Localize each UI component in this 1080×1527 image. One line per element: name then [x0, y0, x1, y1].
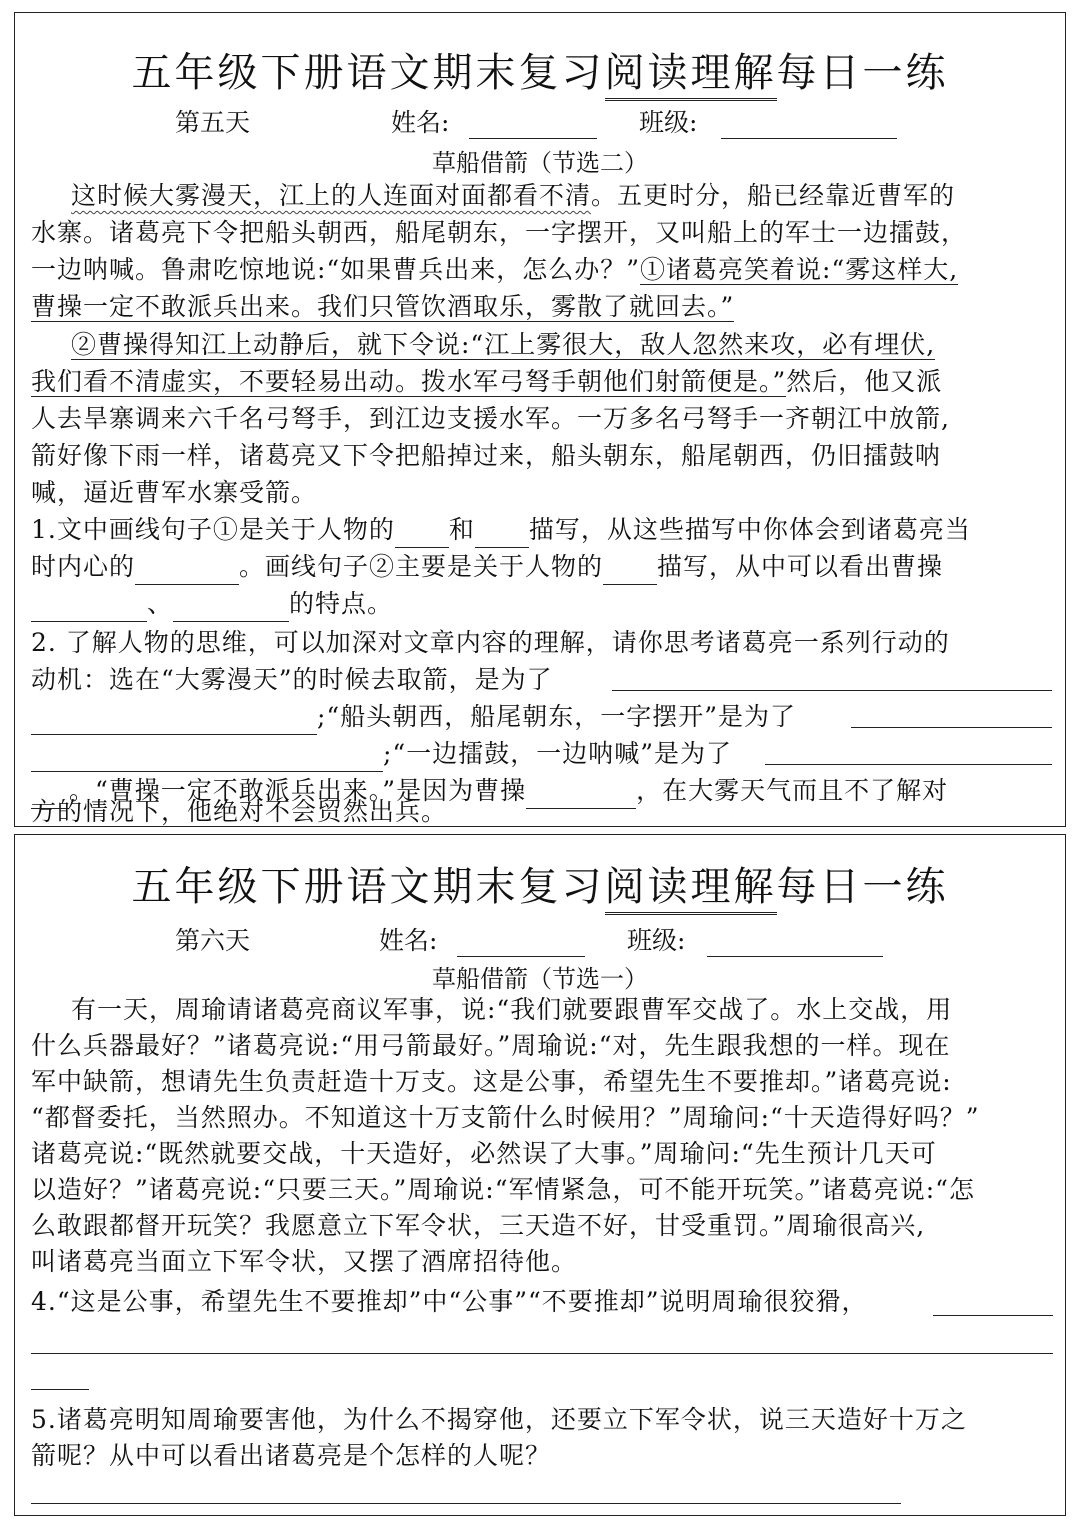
answer-line[interactable] — [612, 690, 1052, 691]
name-label: 姓名: — [379, 926, 438, 955]
passage-line: 有一天，周瑜请诸葛亮商议军事，说:“我们就要跟曹军交战了。水上交战，用 — [71, 995, 953, 1024]
worksheet-title: 五年级下册语文期末复习阅读理解每日一练 — [15, 855, 1065, 912]
passage-line: 这时候大雾漫天，江上的人连面对面都看不清。五更时分，船已经靠近曹军的 — [71, 181, 956, 210]
passage-line: 喊，逼近曹军水寨受箭。 — [31, 478, 318, 507]
class-field[interactable] — [627, 921, 883, 957]
wavy-underlined-sentence: 这时候大雾漫天，江上的人连面对面都看不清 — [71, 181, 592, 210]
question-1: 时内心的 。画线句子②主要是关于人物的 描写，从中可以看出曹操 — [31, 548, 1051, 585]
question-2: 。“曹操一定不敢派兵出来。”是因为曹操 ，在大雾天气而且不了解对 — [31, 772, 1051, 809]
passage-line: “都督委托，当然照办。不知道这十万支箭什么时候用？”周瑜问:“十天造得好吗？” — [31, 1103, 980, 1132]
underlined-sentence-2: 我们看不清虚实，不要轻易出动。拨水军弓弩手朝他们射箭便是。” — [31, 367, 787, 396]
question-2: 2. 了解人物的思维，可以加深对文章内容的理解，请你思考诸葛亮一系列行动的 — [31, 628, 950, 657]
passage-subtitle: 草船借箭（节选二） — [432, 149, 648, 177]
answer-blank[interactable] — [395, 521, 449, 548]
passage-line: 人去旱寨调来六千名弓弩手，到江边支援水军。一万多名弓弩手一齐朝江中放箭, — [31, 404, 950, 433]
worksheet-title: 五年级下册语文期末复习阅读理解每日一练 — [15, 41, 1065, 98]
question-5: 5.诸葛亮明知周瑜要害他，为什么不揭穿他，还要立下军令状，说三天造好十万之 — [31, 1405, 967, 1434]
answer-line[interactable] — [933, 1315, 1053, 1316]
answer-blank[interactable] — [603, 558, 657, 585]
name-field[interactable] — [391, 103, 597, 139]
passage-line: 我们看不清虚实，不要轻易出动。拨水军弓弩手朝他们射箭便是。”然后，他又派 — [31, 367, 943, 396]
question-2: 动机：选在“大雾漫天”的时候去取箭，是为了 — [31, 665, 553, 694]
answer-blank[interactable] — [173, 595, 289, 622]
class-field[interactable] — [639, 103, 897, 139]
class-blank[interactable] — [721, 112, 897, 139]
answer-line[interactable] — [851, 727, 1052, 728]
passage-line: 一边呐喊。鲁肃吃惊地说:“如果曹兵出来，怎么办？”①诸葛亮笑着说:“雾这样大, — [31, 255, 959, 284]
class-label: 班级: — [627, 926, 686, 955]
name-blank[interactable] — [457, 930, 585, 957]
worksheet-day6 — [14, 834, 1066, 1516]
answer-blank[interactable] — [31, 745, 383, 772]
answer-blank[interactable] — [31, 595, 147, 622]
passage-line: 箭好像下雨一样，诸葛亮又下令把船掉过来，船头朝东，船尾朝西，仍旧擂鼓呐 — [31, 441, 942, 470]
passage-line: 么敢跟都督开玩笑？我愿意立下军令状，三天造不好，甘受重罚。”周瑜很高兴, — [31, 1211, 926, 1240]
passage-line: 水寨。诸葛亮下令把船头朝西，船尾朝东，一字摆开，又叫船上的军士一边擂鼓， — [31, 218, 968, 247]
answer-line[interactable] — [31, 1389, 89, 1390]
question-2: 方的情况下，他绝对不会贸然出兵。 — [31, 797, 448, 826]
question-5: 箭呢？从中可以看出诸葛亮是个怎样的人呢？ — [31, 1441, 552, 1470]
underlined-sentence-2: ②曹操得知江上动静后，就下令说:“江上雾很大，敌人忽然来攻，必有埋伏, — [71, 330, 936, 359]
passage-line: 军中缺箭，想请先生负责赶造十万支。这是公事，希望先生不要推却。”诸葛亮说: — [31, 1067, 952, 1096]
question-1: 、 的特点。 — [31, 585, 1051, 622]
name-field[interactable] — [379, 921, 585, 957]
question-2: ;“船头朝西，船尾朝东，一字摆开”是为了 — [31, 698, 1051, 735]
passage-line: 以造好？”诸葛亮说:“只要三天。”周瑜说:“军情紧急，可不能开玩笑。”诸葛亮说:“怎 — [31, 1175, 975, 1204]
underlined-sentence-1: ①诸葛亮笑着说:“雾这样大, — [640, 255, 959, 284]
answer-line[interactable] — [765, 764, 1052, 765]
name-blank[interactable] — [469, 112, 597, 139]
passage-line — [31, 288, 1051, 325]
worksheet-day5 — [14, 12, 1066, 827]
question-4: 4.“这是公事，希望先生不要推却”中“公事”“不要推却”说明周瑜很狡猾， — [31, 1287, 868, 1316]
question-2: ;“一边擂鼓，一边呐喊”是为了 — [31, 735, 1051, 772]
name-label: 姓名: — [391, 108, 450, 137]
answer-line[interactable] — [31, 1503, 901, 1504]
passage-line: 诸葛亮说:“既然就要交战，十天造好，必然误了大事。”周瑜问:“先生预计几天可 — [31, 1139, 937, 1168]
answer-blank[interactable] — [31, 708, 317, 735]
underlined-sentence-1: 曹操一定不敢派兵出来。我们只管饮酒取乐，雾散了就回去。” — [31, 292, 735, 321]
answer-blank[interactable] — [475, 521, 529, 548]
passage-line: 什么兵器最好？”诸葛亮说:“用弓箭最好。”周瑜说:“对，先生跟我想的一样。现在 — [31, 1031, 951, 1060]
day-label: 第五天 — [175, 108, 251, 137]
day-label: 第六天 — [175, 926, 251, 955]
answer-blank[interactable] — [135, 558, 239, 585]
passage-line: 叫诸葛亮当面立下军令状，又摆了酒席招待他。 — [31, 1247, 578, 1276]
class-blank[interactable] — [707, 930, 883, 957]
passage-subtitle: 草船借箭（节选一） — [432, 965, 648, 993]
passage-line — [31, 326, 1051, 363]
question-1: 1.文中画线句子①是关于人物的 和 描写，从这些描写中你体会到诸葛亮当 — [31, 511, 1051, 548]
answer-line[interactable] — [31, 1353, 1053, 1354]
class-label: 班级: — [639, 108, 698, 137]
